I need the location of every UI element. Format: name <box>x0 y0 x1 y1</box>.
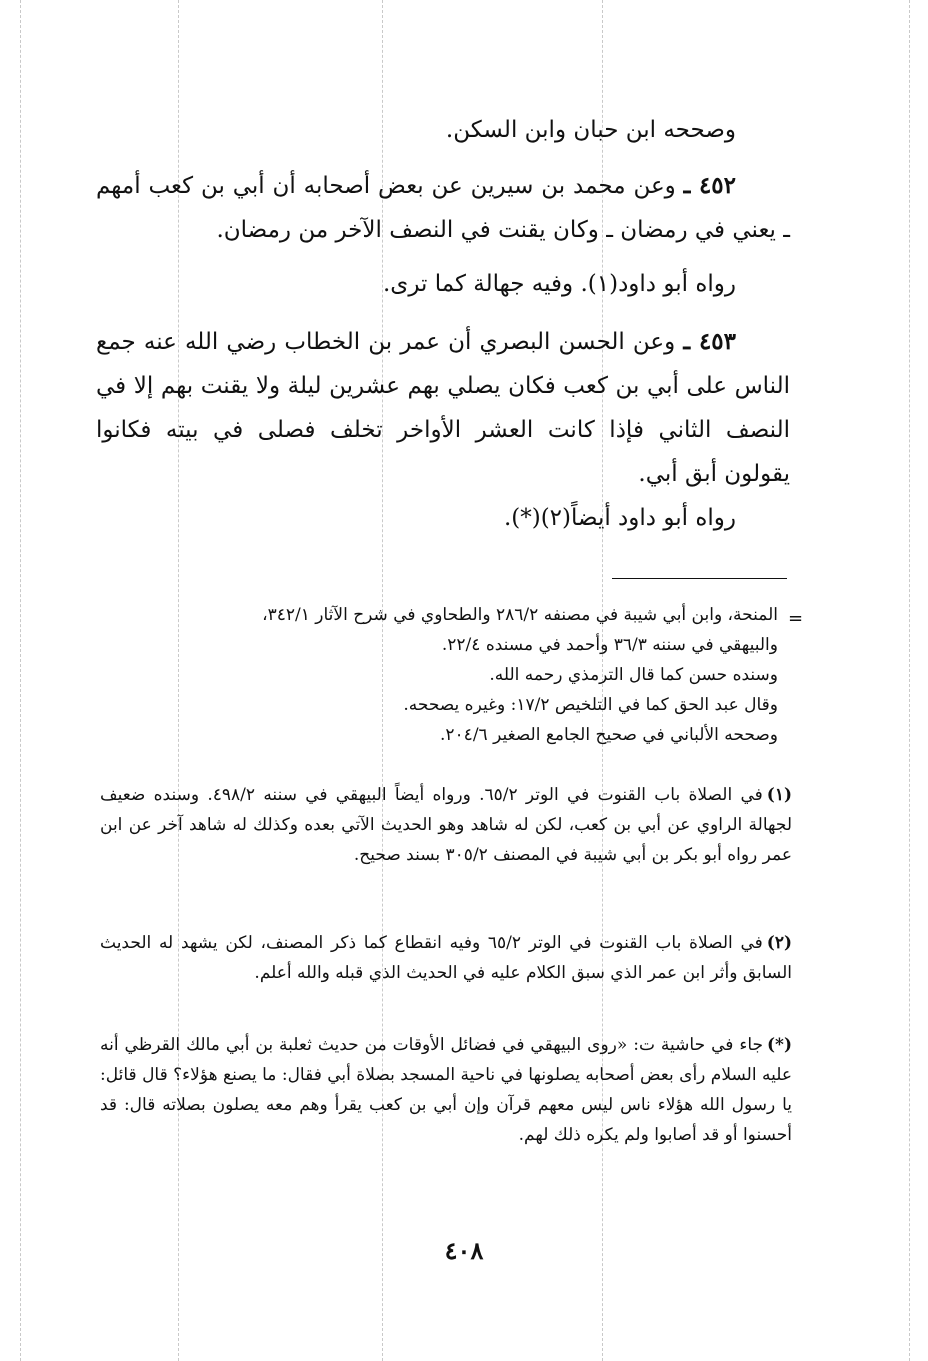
footnote-text: في الصلاة باب القنوت في الوتر ٦٥/٢. ورواه أيضاً البيهقي في سننه ٤٩٨/٢. وسنده ضعيف لجهالة الراوي عن أبي بن كعب، لكن له شاهد وهو الحديث الآتي بعده وكذلك له شاهد آخر عن ابن عمر رواه أبو بكر بن أبي شيبة في المصنف ٣٠٥/٢ بسند صحيح. <box>100 785 792 865</box>
footnote-marker: (١) <box>766 785 792 805</box>
footnote-text: في الصلاة باب القنوت في الوتر ٦٥/٢ وفيه انقطاع كما ذكر المصنف، لكن يشهد له الحديث السابق وأثر ابن عمر الذي سبق الكلام عليه في الحديث الذي قبله والله أعلم. <box>100 933 792 983</box>
hadith-452 <box>96 164 790 252</box>
narration-text: رواه أبو داود(١). وفيه جهالة كما ترى. <box>383 271 736 297</box>
footnote-continuation <box>110 600 778 750</box>
scan-guide-line <box>20 0 21 1361</box>
footnote-2 <box>100 928 792 988</box>
page-number: ٤٠٨ <box>444 1236 484 1265</box>
footnote-line: وسنده حسن كما قال الترمذي رحمه الله. <box>489 665 778 685</box>
footnote-line: وقال عبد الحق كما في التلخيص ١٧/٢: وغيره يصححه. <box>403 695 778 715</box>
footnote-1 <box>100 780 792 870</box>
paragraph-text: وصححه ابن حبان وابن السكن. <box>445 117 736 143</box>
footnote-star <box>100 1030 792 1150</box>
narration-text: رواه أبو داود أيضاً(٢)(*). <box>503 505 736 531</box>
footnote-line: وصححه الألباني في صحيح الجامع الصغير ٢٠٤/٦. <box>440 725 778 745</box>
narration-452 <box>96 262 790 306</box>
hadith-number: ٤٥٣ ـ <box>683 328 737 355</box>
footnote-text: جاء في حاشية ت: «روى البيهقي في فضائل الأوقات من حديث ثعلبة بن أبي مالك القرظي أنه عليه السلام رأى بعض أصحابه يصلونها في ناحية المسجد بصلاة أبي فقال: ما يصنع هؤلاء؟ قال قائل: يا رسول الله هؤلاء ناس ليس معهم قرآن وإن أبي بن كعب يقرأ وهم معه يصلون بصلاته قال: قد أحسنوا أو قد أصابوا ولم يكره ذلك لهم. <box>100 1035 792 1145</box>
paragraph-authentication <box>96 108 790 152</box>
footnote-marker: (٢) <box>766 933 792 953</box>
scan-guide-line <box>909 0 910 1361</box>
footnote-line: والبيهقي في سننه ٣٦/٣ وأحمد في مسنده ٢٢/٤. <box>441 635 778 655</box>
footnote-marker: (*) <box>767 1035 792 1055</box>
hadith-453 <box>96 320 790 496</box>
footnote-separator <box>612 578 787 579</box>
continuation-marker: = <box>788 608 804 629</box>
hadith-number: ٤٥٢ ـ <box>683 172 737 199</box>
footnote-line: المنحة، وابن أبي شيبة في مصنفه ٢٨٦/٢ والطحاوي في شرح الآثار ٣٤٢/١، <box>262 605 778 625</box>
hadith-text: وعن الحسن البصري أن عمر بن الخطاب رضي الله عنه جمع الناس على أبي بن كعب فكان يصلي بهم عشرين ليلة ولا يقنت بهم إلا في النصف الثاني فإذا كانت العشر الأواخر تخلف فصلى في بيته فكانوا يقولون أبق أبي. <box>96 329 790 487</box>
narration-453 <box>96 496 790 540</box>
hadith-text: وعن محمد بن سيرين عن بعض أصحابه أن أبي بن كعب أمهم ـ يعني في رمضان ـ وكان يقنت في النصف الآخر من رمضان. <box>96 173 790 243</box>
